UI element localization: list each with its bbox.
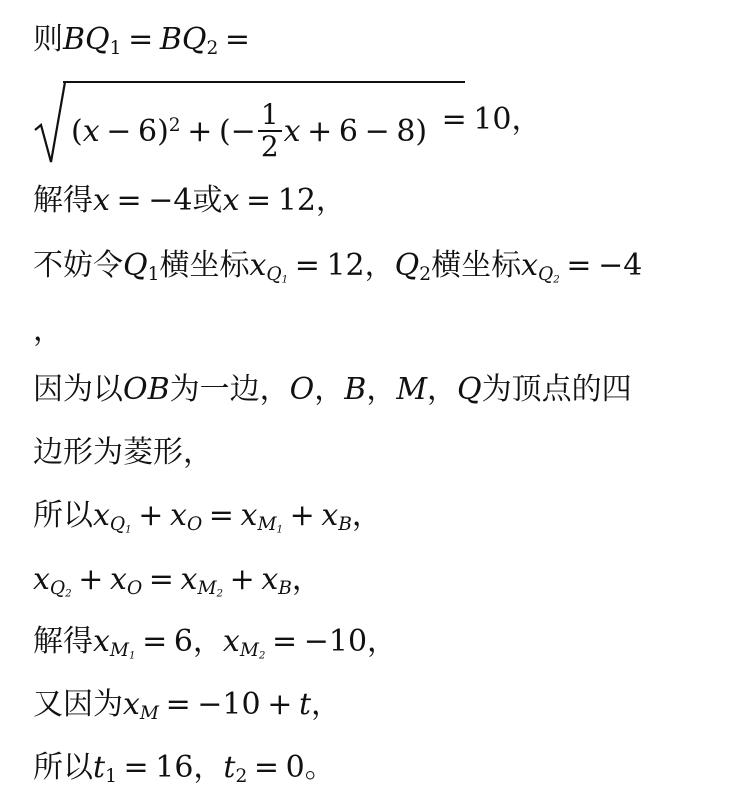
var-x: x bbox=[321, 498, 339, 533]
line-11 bbox=[33, 687, 341, 723]
text-yinwei-yi: 因为以 bbox=[33, 372, 123, 407]
sub-O: O bbox=[186, 514, 203, 536]
text-suoyi: 所以 bbox=[33, 498, 93, 533]
var-x: x bbox=[222, 624, 240, 659]
var-x: x bbox=[110, 562, 127, 597]
comma: ， bbox=[259, 372, 290, 407]
sub-sub-1: 1 bbox=[276, 524, 283, 536]
line-10 bbox=[33, 624, 397, 660]
sub-var-M: M bbox=[197, 578, 217, 600]
subscript-Q1 bbox=[110, 514, 132, 535]
sub-sub-1: 1 bbox=[128, 650, 136, 662]
op-minus: − bbox=[230, 114, 256, 149]
sub-1: 1 bbox=[109, 38, 122, 60]
sub-O: O bbox=[126, 578, 143, 600]
sub-sub-1: 1 bbox=[281, 274, 289, 286]
var-Q: Q bbox=[123, 248, 148, 283]
comma: ， bbox=[511, 102, 542, 137]
num-12: 12 bbox=[326, 248, 365, 283]
sub-var-Q: Q bbox=[49, 578, 66, 600]
num-neg4: −4 bbox=[598, 248, 643, 283]
text-hengzuobiao: 横坐标 bbox=[159, 248, 250, 283]
text-weidingdian: 为顶点的四 bbox=[481, 372, 632, 407]
op-plus: + bbox=[138, 498, 164, 533]
op-minus: − bbox=[106, 114, 132, 149]
var-B: B bbox=[159, 22, 182, 57]
sqrt-result bbox=[435, 102, 542, 138]
op-eq: = bbox=[441, 102, 467, 137]
line-9 bbox=[33, 562, 322, 598]
sub-sub-2: 2 bbox=[65, 588, 72, 600]
line-8 bbox=[33, 498, 382, 534]
comma: ， bbox=[311, 687, 341, 722]
comma: ， bbox=[367, 624, 398, 659]
sub-sub-2: 2 bbox=[258, 650, 266, 662]
num-0: 0 bbox=[285, 750, 305, 785]
subscript-Q1 bbox=[266, 264, 288, 285]
op-eq: = bbox=[294, 248, 320, 283]
text-hengzuobiao: 横坐标 bbox=[431, 248, 522, 283]
var-Q: Q bbox=[85, 22, 110, 57]
comma: ， bbox=[351, 498, 382, 533]
op-plus: + bbox=[307, 114, 333, 149]
var-M: M bbox=[396, 372, 428, 407]
comma: ， bbox=[193, 750, 224, 785]
comma: ， bbox=[314, 372, 345, 407]
num-16: 16 bbox=[155, 750, 194, 785]
text-ze: 则 bbox=[33, 22, 63, 57]
var-Q: Q bbox=[181, 22, 207, 57]
var-Q: Q bbox=[457, 372, 482, 407]
fraction-denominator: 2 bbox=[258, 130, 282, 162]
sub-var-M: M bbox=[239, 640, 259, 662]
fraction-one-half bbox=[258, 100, 282, 162]
sub-sub-1: 1 bbox=[125, 524, 132, 536]
text-huo: 或 bbox=[192, 183, 223, 218]
var-x: x bbox=[93, 624, 110, 659]
paren: ) bbox=[415, 114, 428, 149]
var-B: B bbox=[147, 372, 170, 407]
num-8: 8 bbox=[396, 114, 416, 149]
line-1 bbox=[33, 22, 257, 58]
subscript-Q2 bbox=[50, 578, 72, 599]
op-eq: = bbox=[246, 183, 272, 218]
op-eq: = bbox=[116, 183, 142, 218]
op-minus: − bbox=[364, 114, 390, 149]
sup-2: 2 bbox=[168, 114, 181, 136]
sub-sub-2: 2 bbox=[553, 274, 560, 286]
sub-1: 1 bbox=[147, 264, 160, 286]
comma: ， bbox=[427, 372, 458, 407]
num-6: 6 bbox=[338, 114, 358, 149]
radical-sign bbox=[33, 78, 69, 164]
op-plus: + bbox=[78, 562, 104, 597]
op-plus: + bbox=[229, 562, 255, 597]
sub-2: 2 bbox=[235, 766, 248, 788]
line-3 bbox=[33, 183, 346, 219]
radicand bbox=[71, 98, 428, 164]
var-x: x bbox=[33, 562, 50, 597]
line-4 bbox=[33, 248, 642, 284]
var-x: x bbox=[123, 687, 140, 722]
op-plus: + bbox=[289, 498, 315, 533]
var-O: O bbox=[289, 372, 315, 407]
line-7 bbox=[33, 435, 213, 471]
var-t: t bbox=[223, 750, 236, 785]
sub-1: 1 bbox=[105, 766, 117, 788]
var-t: t bbox=[93, 750, 106, 785]
op-eq: = bbox=[142, 624, 168, 659]
comma: ， bbox=[315, 183, 346, 218]
sub-2: 2 bbox=[419, 264, 432, 286]
text-jiede: 解得 bbox=[33, 183, 93, 218]
num-neg10: −10 bbox=[303, 624, 368, 659]
text-bianxing: 边形为菱形 bbox=[33, 435, 183, 470]
op-plus: + bbox=[267, 687, 293, 722]
num-neg10: −10 bbox=[197, 687, 261, 722]
paren: ) bbox=[157, 114, 169, 149]
paren: ( bbox=[71, 114, 83, 149]
line-12 bbox=[33, 750, 335, 786]
comma: ， bbox=[364, 248, 395, 283]
comma: ， bbox=[291, 562, 322, 597]
sub-B: B bbox=[338, 514, 352, 536]
var-x: x bbox=[170, 498, 187, 533]
text-weiyibian: 为一边 bbox=[169, 372, 260, 407]
radical-overbar bbox=[63, 81, 465, 83]
op-eq: = bbox=[148, 562, 174, 597]
sub-sub-2: 2 bbox=[216, 588, 223, 600]
subscript-M2 bbox=[197, 578, 223, 599]
var-x: x bbox=[82, 114, 100, 149]
sub-var-M: M bbox=[257, 514, 277, 536]
var-x: x bbox=[249, 248, 267, 283]
num-6: 6 bbox=[173, 624, 193, 659]
sub-B: B bbox=[278, 578, 292, 600]
var-x: x bbox=[521, 248, 539, 283]
var-B: B bbox=[344, 372, 367, 407]
var-B: B bbox=[63, 22, 86, 57]
sub-var-Q: Q bbox=[266, 264, 282, 286]
subscript-M1 bbox=[257, 514, 283, 535]
op-eq: = bbox=[165, 687, 191, 722]
var-O: O bbox=[123, 372, 148, 407]
text-jiede: 解得 bbox=[33, 624, 93, 659]
sub-var-Q: Q bbox=[109, 514, 126, 536]
num-6: 6 bbox=[137, 114, 158, 149]
line-2-sqrt-equation bbox=[33, 78, 553, 164]
text-buwangling: 不妨令 bbox=[33, 248, 123, 283]
comma: ， bbox=[33, 313, 63, 348]
text-youyinwei: 又因为 bbox=[33, 687, 123, 722]
op-eq: = bbox=[128, 22, 154, 57]
subscript-Q2 bbox=[538, 264, 560, 285]
op-eq: = bbox=[208, 498, 234, 533]
var-x: x bbox=[93, 183, 110, 218]
sub-M: M bbox=[139, 703, 159, 725]
op-eq: = bbox=[224, 22, 251, 57]
var-x: x bbox=[240, 498, 258, 533]
comma: ， bbox=[366, 372, 397, 407]
num-10: 10 bbox=[473, 102, 512, 137]
text-suoyi: 所以 bbox=[33, 750, 93, 785]
op-eq: = bbox=[271, 624, 298, 659]
var-x: x bbox=[283, 114, 301, 149]
op-eq: = bbox=[566, 248, 592, 283]
fraction-numerator: 1 bbox=[260, 98, 279, 131]
line-5 bbox=[33, 313, 63, 349]
subscript-M1 bbox=[110, 640, 136, 661]
paren: ( bbox=[218, 114, 231, 149]
line-6 bbox=[33, 372, 632, 408]
var-x: x bbox=[222, 183, 240, 218]
op-eq: = bbox=[253, 750, 280, 785]
var-x: x bbox=[93, 498, 110, 533]
sub-var-Q: Q bbox=[538, 264, 554, 286]
subscript-M2 bbox=[240, 640, 266, 661]
var-Q: Q bbox=[394, 248, 420, 283]
comma: ， bbox=[192, 624, 223, 659]
op-plus: + bbox=[187, 114, 213, 149]
sub-2: 2 bbox=[206, 38, 219, 60]
sub-var-M: M bbox=[109, 640, 129, 662]
var-x: x bbox=[261, 562, 279, 597]
var-x: x bbox=[180, 562, 198, 597]
period: 。 bbox=[304, 750, 335, 785]
num-neg4: −4 bbox=[148, 183, 193, 218]
var-t: t bbox=[298, 687, 311, 722]
num-12: 12 bbox=[277, 183, 316, 218]
op-eq: = bbox=[123, 750, 149, 785]
comma: ， bbox=[183, 435, 213, 470]
